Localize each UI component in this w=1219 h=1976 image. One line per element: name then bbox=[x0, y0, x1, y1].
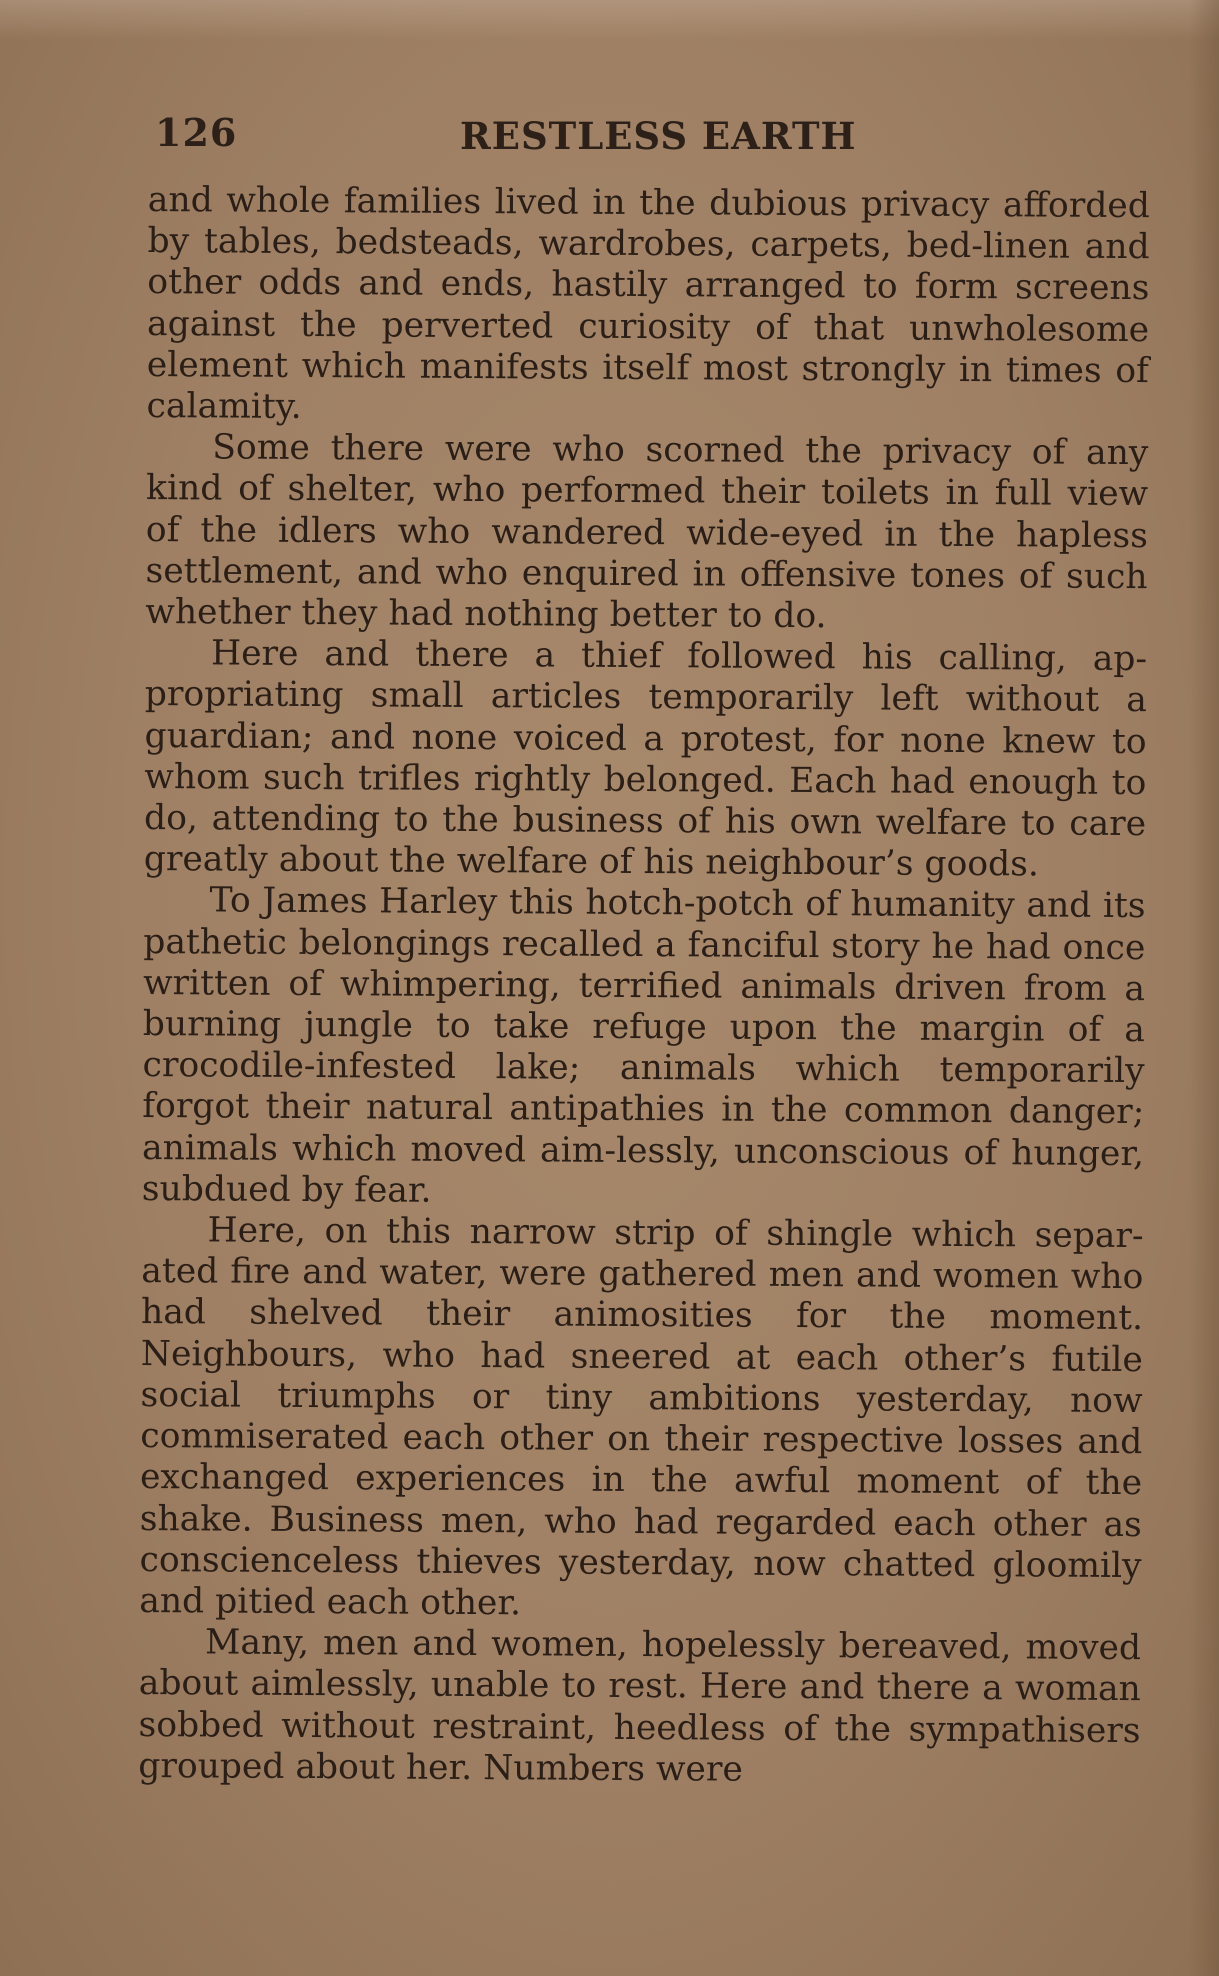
running-title: RESTLESS EARTH bbox=[460, 114, 857, 158]
page-edge-shadow-top bbox=[0, 0, 1219, 40]
paragraph: Here and there a thief followed his calling, ap-propriating small articles temporarily left without a guardian; and none voiced a protest, for none knew to whom such trifles rightly belonged. Each had enough to do, attending to the business of his own welfare to care greatly about the welfare of his neighbour’s goods. bbox=[143, 633, 1148, 885]
body-text bbox=[138, 180, 1150, 1793]
paragraph-continued: and whole families lived in the dubious privacy afforded by tables, bedsteads, wardrobes, carpets, bed-linen and other odds and ends, hastily arranged to form screens against the perverted curiosity of that unwholesome element which manifests itself most strongly in times of calamity. bbox=[146, 180, 1150, 427]
page-header bbox=[155, 110, 1145, 162]
paragraph: Many, men and women, hopelessly bereaved, moved about aimlessly, unable to rest. Here and there a woman sobbed without restraint, heedless of the sympathisers grouped about her. Numbers were bbox=[138, 1622, 1142, 1790]
paragraph: To James Harley this hotch-potch of humanity and its pathetic belongings recalled a fanciful story he had once written of whimpering, terrified animals driven from a burning jungle to take refuge upon the margin of a crocodile-infested lake; animals which temporarily forgot their natural antipathies in the common danger; animals which moved aim-lessly, unconscious of hunger, subdued by fear. bbox=[141, 880, 1146, 1211]
page-edge-shadow-right bbox=[1189, 0, 1219, 1976]
paragraph: Some there were who scorned the privacy of any kind of shelter, who performed their toilets in full view of the idlers who wandered wide-eyed in the hapless settlement, and who enquired in offensive tones of such whether they had nothing better to do. bbox=[145, 427, 1149, 637]
page-number: 126 bbox=[155, 110, 238, 155]
paragraph: Here, on this narrow strip of shingle which separ-ated fire and water, were gathered men and women who had shelved their animosities for the moment. Neighbours, who had sneered at each other’s futile social triumphs or tiny ambitions yesterday, now commiserated each other on their respective losses and exchanged experiences in the awful moment of the shake. Business men, who had regarded each other as conscienceless thieves yesterday, now chatted gloomily and pitied each other. bbox=[139, 1210, 1144, 1624]
